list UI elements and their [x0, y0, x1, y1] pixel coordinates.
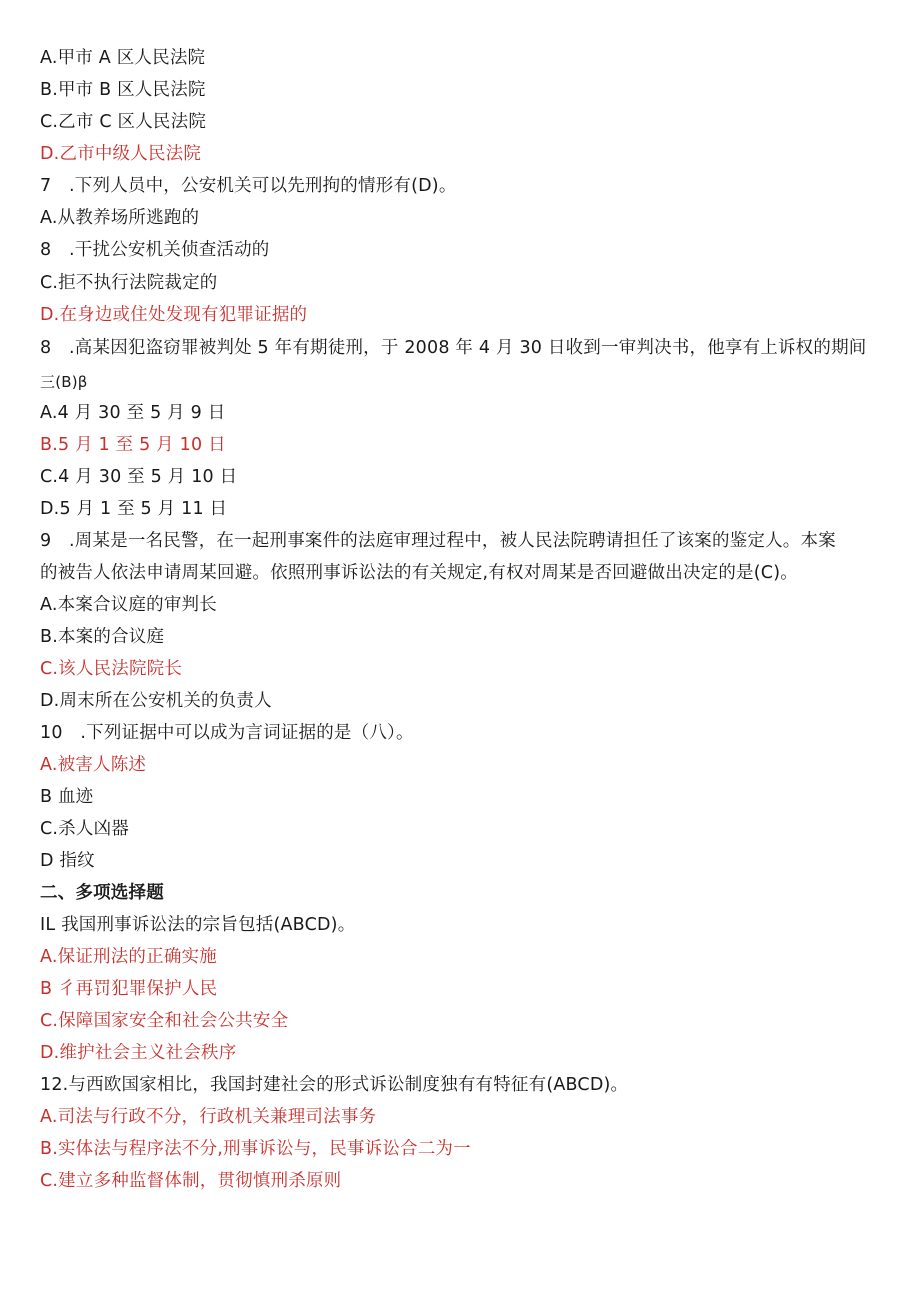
question-line: IL 我国刑事诉讼法的宗旨包括(ABCD)。	[40, 915, 356, 935]
option-line: A.4 月 30 至 5 月 9 日	[40, 403, 226, 423]
answer-option-line: B.实体法与程序法不分,刑事诉讼与，民事诉讼合二为一	[40, 1139, 471, 1159]
question-line: 9 .周某是一名民警，在一起刑事案件的法庭审理过程中，被人民法院聘请担任了该案的鉴定人。本案	[40, 531, 836, 551]
question-line: 10 .下列证据中可以成为言词证据的是（八）。	[40, 723, 414, 743]
answer-option-line: D.维护社会主义社会秩序	[40, 1043, 237, 1063]
option-line: D 指纹	[40, 851, 95, 871]
answer-option-line: C.建立多种监督体制，贯彻慎刑杀原则	[40, 1171, 342, 1191]
option-line: B 血迹	[40, 787, 94, 807]
option-line: C.乙市 C 区人民法院	[40, 112, 207, 132]
answer-option-line: C.保障国家安全和社会公共安全	[40, 1011, 289, 1031]
option-line: D.5 月 1 至 5 月 11 日	[40, 499, 228, 519]
option-line: B.本案的合议庭	[40, 627, 165, 647]
question-line: 8 .高某因犯盗窃罪被判处 5 年有期徒刑，于 2008 年 4 月 30 日收到一审判决书，他享有上诉权的期间	[40, 338, 867, 358]
answer-option-line: B.5 月 1 至 5 月 10 日	[40, 435, 226, 455]
option-line: C.拒不执行法院裁定的	[40, 273, 218, 293]
answer-option-line: A.司法与行政不分，行政机关兼理司法事务	[40, 1107, 377, 1127]
answer-option-line: C.该人民法院院长	[40, 659, 183, 679]
section-heading: 二、多项选择题	[40, 883, 164, 903]
answer-option-line: A.被害人陈述	[40, 755, 147, 775]
answer-option-line: A.保证刑法的正确实施	[40, 947, 217, 967]
option-line: A.从教养场所逃跑的	[40, 208, 200, 228]
question-line: 7 .下列人员中，公安机关可以先刑拘的情形有(D)。	[40, 176, 457, 196]
question-line-continued: 的被告人依法申请周某回避。依照刑事诉讼法的有关规定,有权对周某是否回避做出决定的是(C)。	[40, 563, 798, 583]
option-line: 8 .干扰公安机关侦查活动的	[40, 240, 270, 260]
answer-option-line: D.在身边或住处发现有犯罪证据的	[40, 305, 308, 325]
option-line: A.甲市 A 区人民法院	[40, 48, 206, 68]
option-line: C.杀人凶器	[40, 819, 129, 839]
option-line: D.周末所在公安机关的负责人	[40, 691, 272, 711]
question-line: 12.与西欧国家相比，我国封建社会的形式诉讼制度独有有特征有(ABCD)。	[40, 1075, 629, 1095]
option-line: B.甲市 B 区人民法院	[40, 80, 206, 100]
question-line-continued: 三(B)β	[40, 373, 88, 391]
answer-option-line: D.乙市中级人民法院	[40, 144, 202, 164]
option-line: C.4 月 30 至 5 月 10 日	[40, 467, 238, 487]
answer-option-line: B 彳再罚犯罪保护人民	[40, 979, 218, 999]
option-line: A.本案合议庭的审判长	[40, 595, 217, 615]
